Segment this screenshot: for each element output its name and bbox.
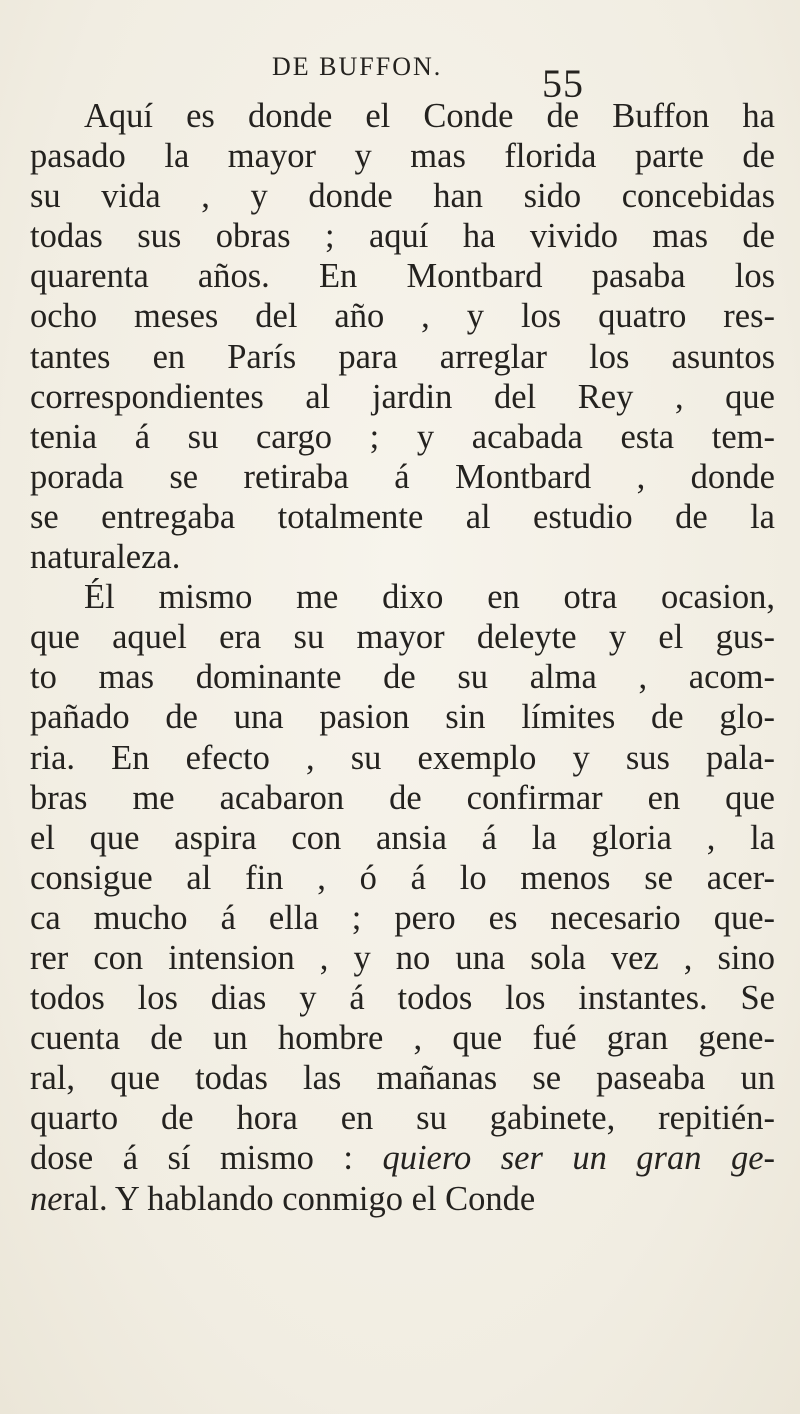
text-line: todas sus obras ; aquí ha vivido mas de [30, 217, 775, 256]
text-line: naturaleza. [30, 538, 181, 577]
text-line: tantes en París para arreglar los asuntos [30, 337, 775, 376]
text-line: pasado la mayor y mas florida parte de [30, 137, 775, 176]
text-line: tenia á su cargo ; y acabada esta tem- [30, 417, 775, 456]
text-line: cuenta de un hombre , que fué gran gene- [30, 1019, 775, 1058]
text-line: pañado de una pasion sin límites de glo- [30, 698, 775, 737]
italic-phrase: quiero ser un gran ge- [382, 1139, 775, 1178]
text-line: quarto de hora en su gabinete, repitién- [30, 1099, 775, 1138]
text-line: correspondientes al jardin del Rey , que [30, 377, 775, 416]
text-line: ca mucho á ella ; pero es necesario que- [30, 898, 775, 937]
text-line: ria. En efecto , su exemplo y sus pala- [30, 738, 775, 777]
page-number: 55 [542, 61, 584, 106]
text-line: ral, que todas las mañanas se paseaba un [30, 1059, 775, 1098]
text-line: el que aspira con ansia á la gloria , la [30, 818, 775, 857]
running-head [0, 52, 800, 106]
text-line: que aquel era su mayor deleyte y el gus- [30, 618, 775, 657]
italic-phrase: ne [30, 1179, 63, 1218]
text-line: todos los dias y á todos los instantes. Se [30, 979, 775, 1018]
text-line: porada se retiraba á Montbard , donde [30, 457, 775, 496]
running-title: DE BUFFON. [272, 52, 443, 81]
text-line: ocho meses del año , y los quatro res- [30, 297, 775, 336]
body-text [30, 96, 775, 1219]
text-line: Él mismo me dixo en otra ocasion, [84, 578, 775, 617]
text-line: se entregaba totalmente al estudio de la [30, 497, 775, 536]
text-line: Aquí es donde el Conde de Buffon ha [84, 97, 775, 135]
text-line: bras me acabaron de confirmar en que [30, 778, 775, 817]
text-segment: dose á sí mismo : [30, 1139, 353, 1178]
text-line: rer con intension , y no una sola vez , sino [30, 938, 775, 977]
text-line: to mas dominante de su alma , acom- [30, 658, 775, 697]
text-line: consigue al fin , ó á lo menos se acer- [30, 858, 775, 897]
text-line-mixed [30, 1179, 775, 1219]
text-line: quarenta años. En Montbard pasaba los [30, 257, 775, 296]
text-segment: ral. Y hablando conmigo el Conde [62, 1179, 536, 1218]
text-line: su vida , y donde han sido concebidas [30, 177, 775, 216]
text-line-mixed [30, 1138, 775, 1178]
